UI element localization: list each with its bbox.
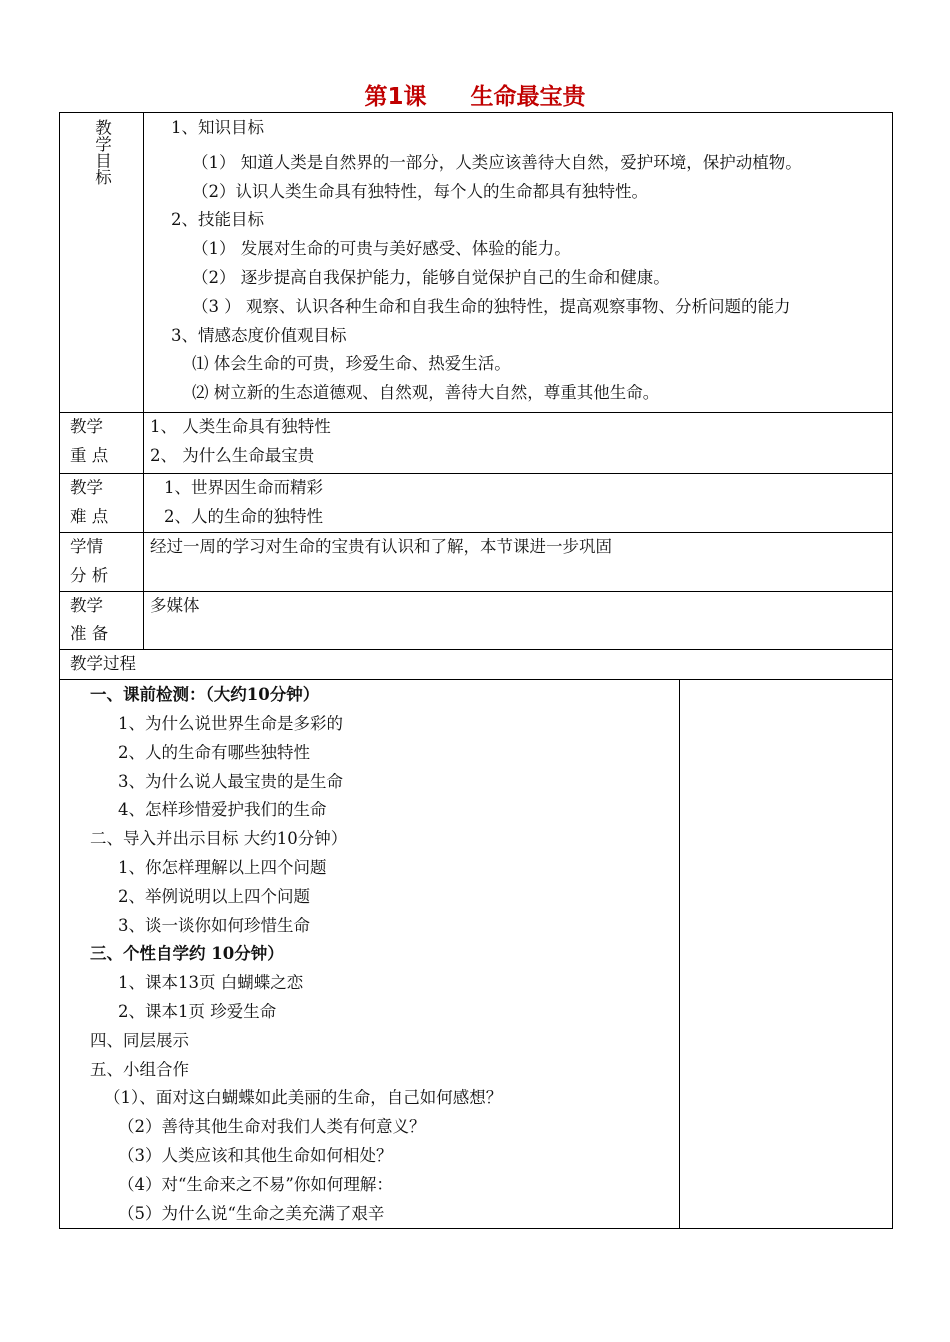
process-content [60,680,680,1229]
preparation-label-2: 准 备 [70,624,109,644]
page-title [0,78,950,111]
key-points-row [60,413,893,474]
lesson-name: 生命最宝贵 [470,84,586,110]
objectives-content [144,113,893,413]
difficulties-row [60,474,893,533]
objective-line: （1） 发展对生命的可贵与美好感受、体验的能力。 [192,239,571,259]
process-step: （2）善待其他生命对我们人类有何意义？ [118,1117,426,1137]
process-step: 2、举例说明以上四个问题 [118,886,310,906]
process-step: 2、课本1页 珍爱生命 [118,1001,277,1021]
difficulty: 2、人的生命的独特性 [164,506,323,526]
analysis-row [60,533,893,592]
process-step: （4）对“生命来之不易”你如何理解： [118,1174,393,1194]
analysis-text: 经过一周的学习对生命的宝贵有认识和了解，本节课进一步巩固 [150,537,612,556]
preparation-content [144,591,893,650]
process-notes-cell [680,680,893,1229]
objectives-label: 教学目标 [92,119,112,185]
objective-line: 2、技能目标 [171,210,264,230]
key-point: 2、 为什么生命最宝贵 [150,445,315,465]
process-header-row [60,650,893,680]
process-step: 四、同层展示 [90,1030,189,1050]
objective-line: 3、情感态度价值观目标 [171,325,347,345]
process-step: 2、人的生命有哪些独特性 [118,742,310,762]
objective-line: 1、知识目标 [171,118,264,137]
key-points-label-cell [60,413,144,474]
objectives-label-cell [60,113,144,413]
key-point: 1、 人类生命具有独特性 [150,417,331,436]
process-step: 3、为什么说人最宝贵的是生命 [118,771,343,791]
lesson-number: 第1课 [364,84,427,110]
process-label: 教学过程 [70,654,136,674]
objective-line: ⑴ 体会生命的可贵，珍爱生命、热爱生活。 [192,354,511,374]
analysis-label-2: 分 析 [70,565,109,585]
process-label-cell [60,650,893,680]
process-step: （1）、面对这白蝴蝶如此美丽的生命，自己如何感想？ [104,1088,503,1108]
process-step: 1、为什么说世界生命是多彩的 [118,713,343,733]
analysis-content [144,533,893,592]
objective-line: （1） 知道人类是自然界的一部分，人类应该善待大自然，爱护环境，保护动植物。 [192,152,802,172]
objective-line: （2） 逐步提高自我保护能力，能够自觉保护自己的生命和健康。 [192,267,670,287]
analysis-label-cell [60,533,144,592]
preparation-label-cell [60,591,144,650]
key-points-content [144,413,893,474]
objective-line: ⑵ 树立新的生态道德观、自然观，善待大自然，尊重其他生命。 [192,383,660,403]
difficulties-label-2: 难 点 [70,506,109,526]
process-lines [60,681,679,1228]
key-points-label-2: 重 点 [70,445,109,465]
process-step: 4、怎样珍惜爱护我们的生命 [118,800,327,820]
process-step: （3）人类应该和其他生命如何相处？ [118,1145,393,1165]
objective-line: （3 ） 观察、认识各种生命和自我生命的独特性，提高观察事物、分析问题的能力 [192,296,791,316]
key-points-label: 教学 [70,417,103,436]
objectives-row [60,113,893,413]
preparation-text: 多媒体 [150,595,200,615]
process-step: （5）为什么说“生命之美充满了艰辛 [118,1203,385,1223]
process-step: 3、谈一谈你如何珍惜生命 [118,915,310,935]
difficulty: 1、世界因生命而精彩 [164,478,323,497]
process-step: 一、课前检测：（大约10分钟） [90,685,320,705]
preparation-label: 教学 [70,595,103,615]
difficulties-label: 教学 [70,478,103,497]
process-step: 二、导入并出示目标 大约10分钟） [90,829,348,849]
lesson-plan-table [59,112,893,1229]
process-step: 五、小组合作 [90,1059,189,1079]
preparation-row [60,591,893,650]
objective-line: （2）认识人类生命具有独特性，每个人的生命都具有独特性。 [192,181,648,201]
process-step: 1、课本13页 白蝴蝶之恋 [118,973,304,993]
difficulties-content [144,474,893,533]
difficulties-label-cell [60,474,144,533]
process-step: 三、个性自学约 10分钟） [90,944,284,964]
analysis-label: 学情 [70,537,103,556]
process-row [60,680,893,1229]
process-step: 1、你怎样理解以上四个问题 [118,857,327,877]
